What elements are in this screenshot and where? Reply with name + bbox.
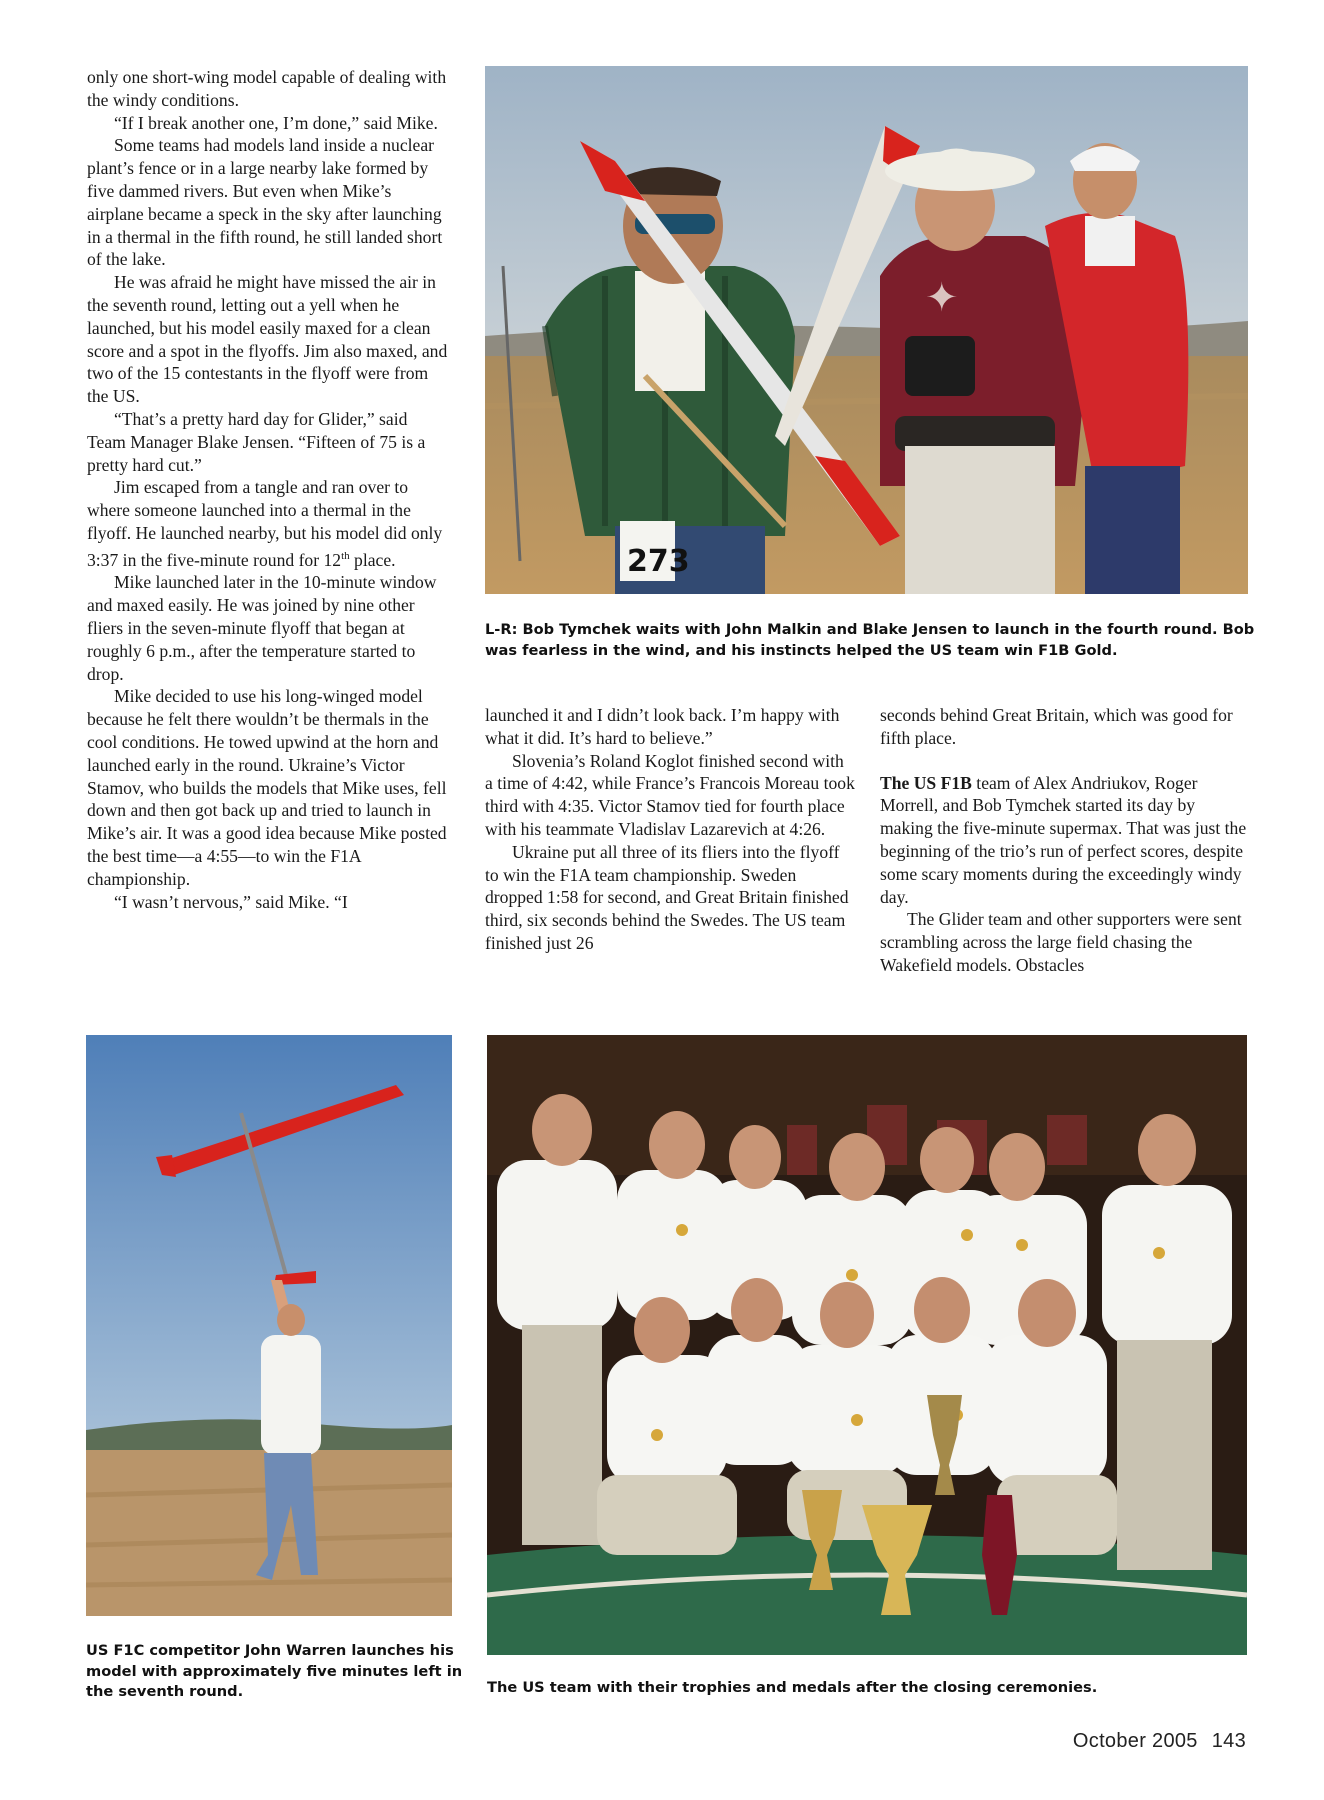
photo-us-team-illustration bbox=[487, 1035, 1247, 1655]
paragraph: Mike decided to use his long-winged model because he felt there wouldn’t be thermals in the cool conditions. He towed upwind at the horn and launched early in the round. Ukraine’s Victor Stamov, who builds the models that Mike uses, fell down and then got back up and tried to launch in Mike’s air. It was a good idea because Mike posted the best time—a 4:55—to win the F1A championship. bbox=[87, 686, 447, 889]
paragraph bbox=[87, 476, 449, 571]
paragraph-text: place. bbox=[349, 549, 396, 570]
paragraph: Slovenia’s Roland Koglot finished second with a time of 4:42, while France’s Francois Moreau took third with 4:35. Victor Stamov tied for fourth place with his teammate Vladislav Lazarevich at 4:26. bbox=[485, 750, 855, 839]
photo-fliers-waiting bbox=[485, 66, 1248, 594]
photo-launch-illustration bbox=[86, 1035, 452, 1616]
paragraph: seconds behind Great Britain, which was good for fifth place. bbox=[880, 705, 1233, 748]
ordinal-suffix: th bbox=[341, 549, 350, 562]
paragraph: only one short-wing model capable of dealing with the windy conditions. bbox=[87, 67, 447, 110]
article-column-2 bbox=[485, 704, 855, 955]
paragraph-text: Jim escaped from a tangle and ran over to where someone launched into a thermal in the flyoff. He launched nearby, but his model did only 3:37 in the five-minute round for 12 bbox=[87, 477, 443, 570]
bib-number: 273 bbox=[627, 544, 690, 579]
paragraph: “I wasn’t nervous,” said Mike. “I bbox=[114, 891, 348, 912]
top-photo-caption: L-R: Bob Tymchek waits with John Malkin and Blake Jensen to launch in the fourth round. Bob was fearless in the wind, and his instincts helped the US team win F1B Gold. bbox=[485, 621, 1255, 659]
page-number: 143 bbox=[1211, 1730, 1246, 1752]
paragraph: “If I break another one, I’m done,” said Mike. bbox=[114, 112, 438, 133]
section-lead-in: The US F1B bbox=[880, 772, 972, 793]
paragraph bbox=[880, 772, 1250, 909]
paragraph: Ukraine put all three of its fliers into the flyoff to win the F1A team championship. Sweden dropped 1:58 for second, and Great Britain finished third, six seconds behind the Swedes. The US team finished just 26 bbox=[485, 841, 849, 953]
page-footer bbox=[1073, 1730, 1246, 1753]
paragraph: Some teams had models land inside a nuclear plant’s fence or in a large nearby lake formed by five dammed rivers. But even when Mike’s airplane became a speck in the sky after launching in a thermal in the fifth round, he still landed short of the lake. bbox=[87, 135, 443, 270]
photo-launch bbox=[86, 1035, 452, 1616]
article-column-1 bbox=[87, 66, 449, 913]
team-photo-caption: The US team with their trophies and medals after the closing ceremonies. bbox=[487, 1679, 1098, 1696]
paragraph-text: team of Alex Andriukov, Roger Morrell, and Bob Tymchek started its day by making the five-minute supermax. That was just the beginning of the trio’s run of perfect scores, despite some scary moments during the exceedingly windy day. bbox=[880, 772, 1247, 907]
photo-fliers-illustration bbox=[485, 66, 1248, 594]
shirt-logo-graphic: ✦ bbox=[925, 275, 959, 321]
paragraph: Mike launched later in the 10-minute window and maxed easily. He was joined by nine other fliers in the seven-minute flyoff that began at roughly 6 p.m., after the temperature started to drop. bbox=[87, 572, 437, 684]
paragraph: He was afraid he might have missed the air in the seventh round, letting out a yell when he launched, but his model easily maxed for a clean score and a spot in the flyoffs. Jim also maxed, and two of the 15 contestants in the flyoff were from the US. bbox=[87, 272, 448, 407]
photo-us-team bbox=[487, 1035, 1247, 1655]
issue-date: October 2005 bbox=[1072, 1730, 1198, 1752]
paragraph: The Glider team and other supporters were sent scrambling across the large field chasing the Wakefield models. Obstacles bbox=[880, 909, 1242, 975]
paragraph: launched it and I didn’t look back. I’m happy with what it did. It’s hard to believe.” bbox=[485, 705, 840, 748]
left-photo-caption: US F1C competitor John Warren launches his model with approximately five minutes left in the seventh round. bbox=[86, 1642, 463, 1700]
article-column-3 bbox=[880, 704, 1250, 977]
paragraph: “That’s a pretty hard day for Glider,” said Team Manager Blake Jensen. “Fifteen of 75 is a pretty hard cut.” bbox=[87, 408, 426, 475]
